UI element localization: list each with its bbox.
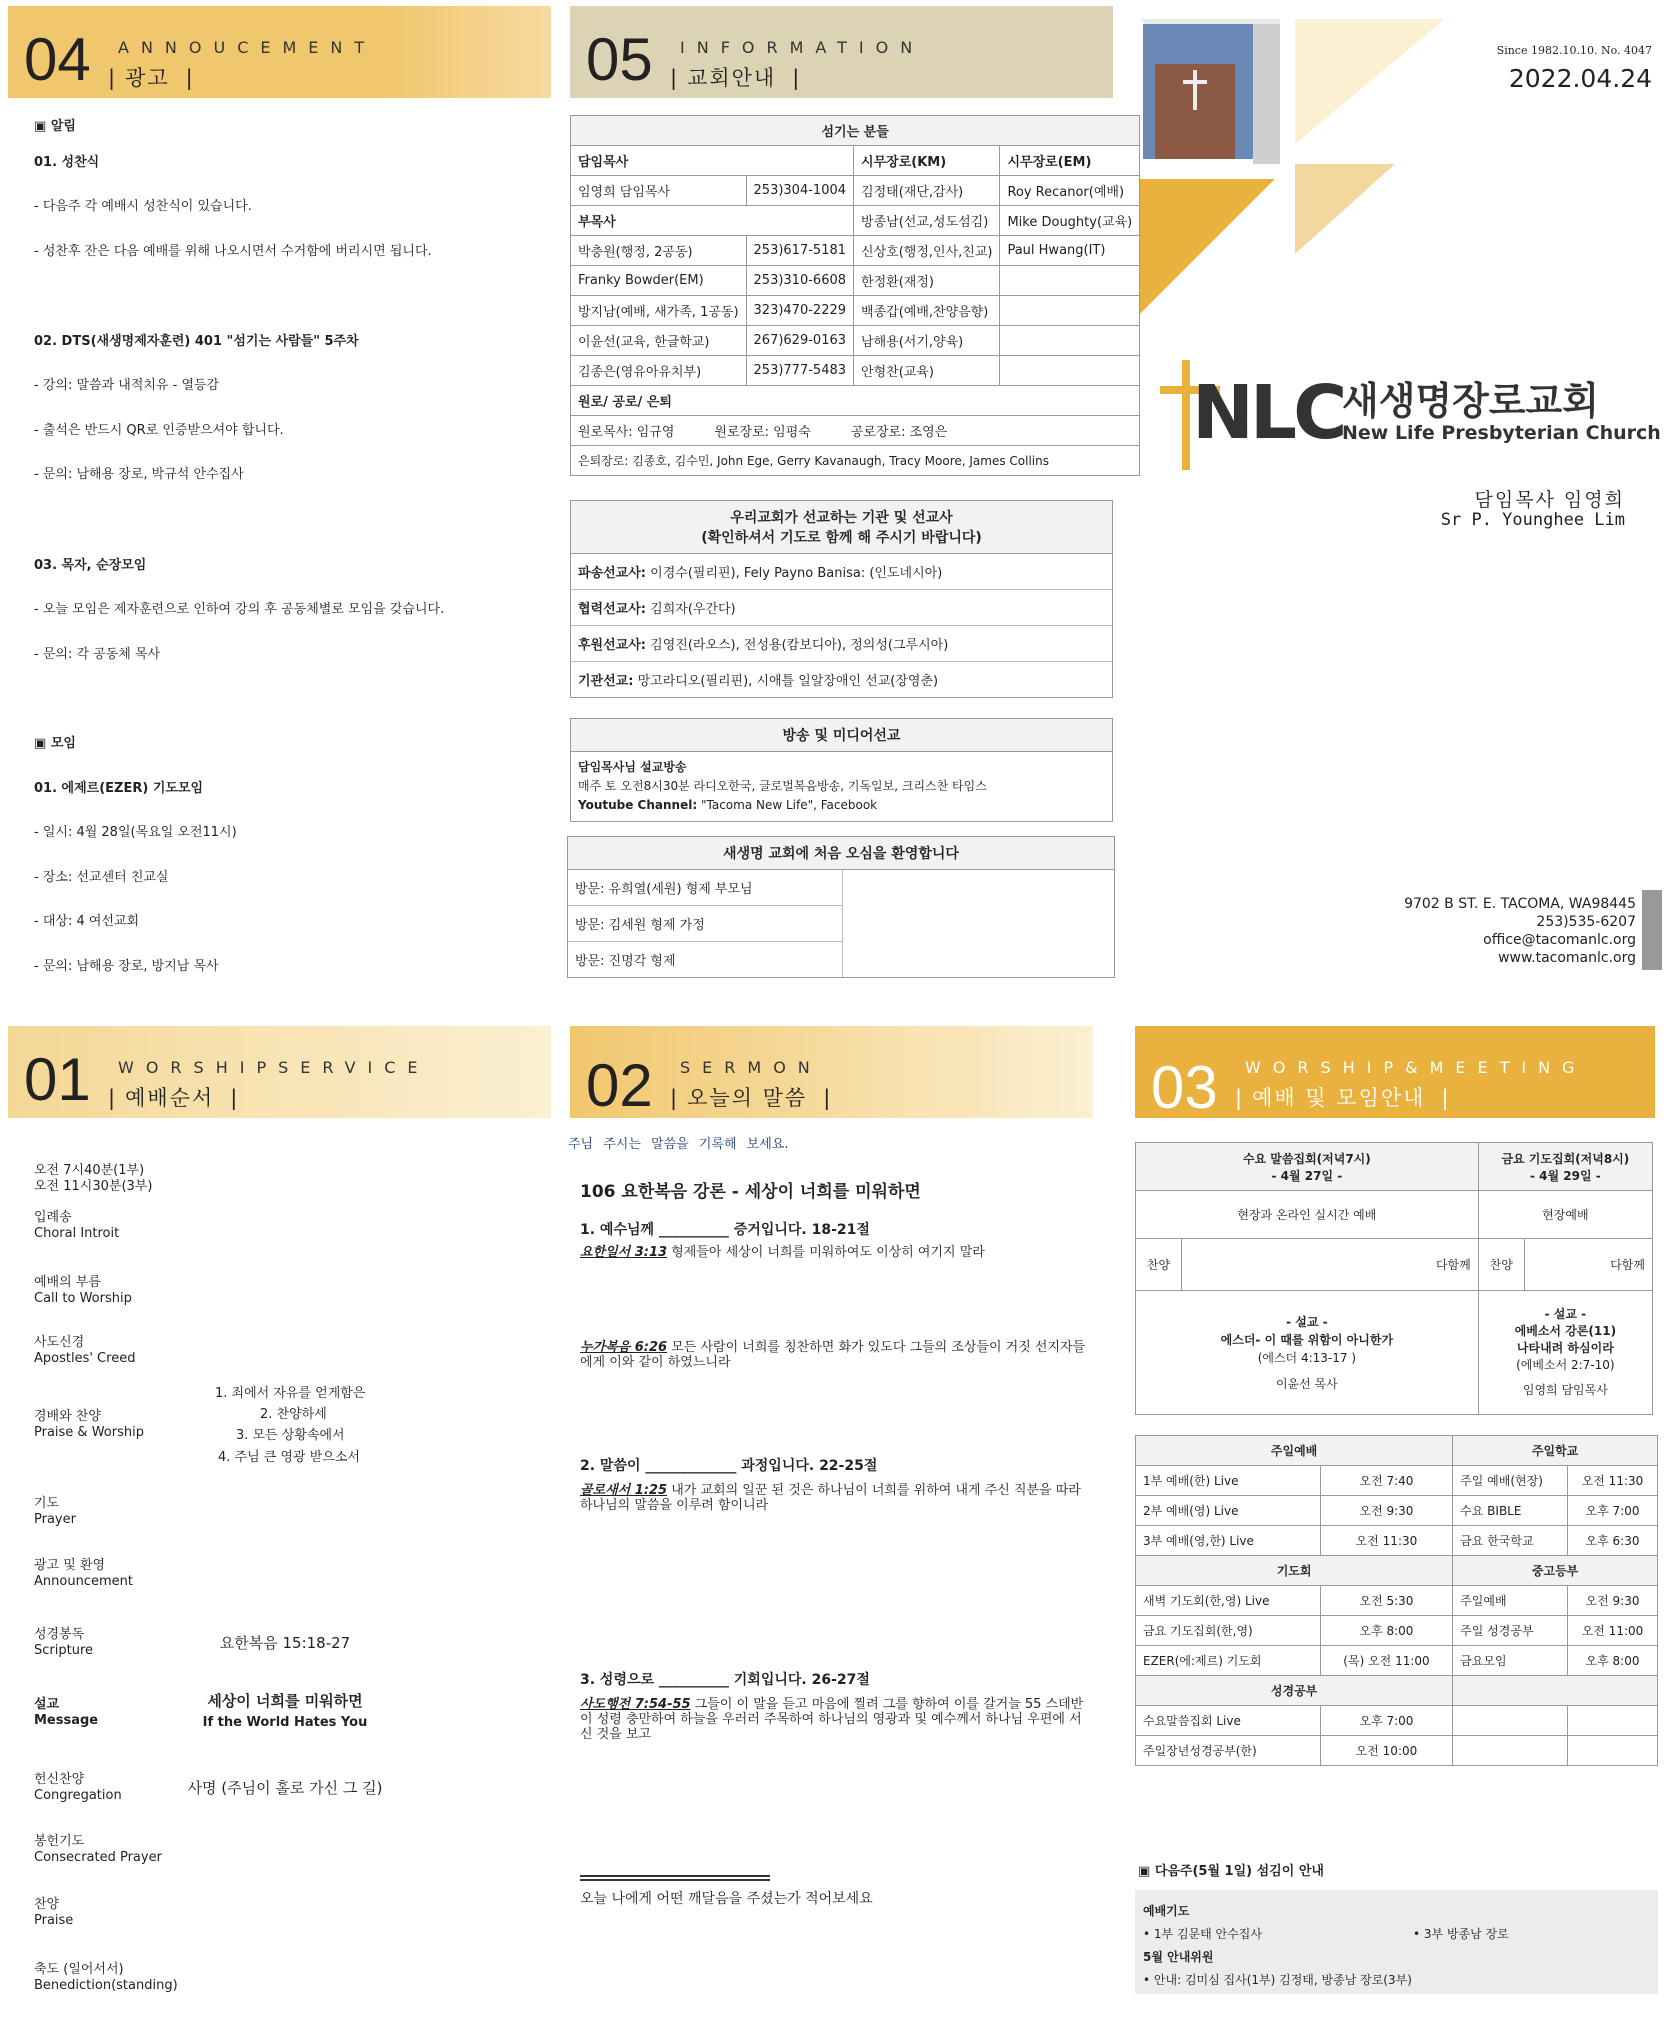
sermon-h: - 설교 - — [1286, 1314, 1328, 1329]
schedule-item: 주일예배 — [1453, 1586, 1568, 1616]
km-elder: 한정환(재정) — [854, 266, 1000, 296]
order-item-kor: 헌신찬양 — [34, 1772, 85, 1787]
mission-box — [570, 500, 1113, 698]
mission-label: 협력선교사: — [578, 602, 646, 617]
verse-ref: 사도행전 7:54-55 — [580, 1697, 691, 1712]
media-line: 매주 토 오전8시30분 라디오한국, 글로벌복음방송, 기독일보, 크리스찬 타임스 — [578, 779, 987, 793]
notice-line: - 오늘 모임은 제자훈련으로 인하여 강의 후 공동체별로 모임을 갖습니다. — [34, 602, 445, 617]
church-name-eng: New Life Presbyterian Church — [1342, 422, 1661, 444]
em-elder: Roy Recanor(예배) — [1000, 176, 1140, 206]
assoc-pastor: Franky Bowder(EM) — [571, 266, 747, 296]
notice-title-3: 03. 목자, 순장모임 — [34, 558, 147, 573]
schedule-header: 주일예배 — [1136, 1436, 1453, 1466]
wed-header — [1136, 1143, 1479, 1191]
sermon-title: 에베소서 강론(11) — [1514, 1324, 1617, 1338]
sermon-point: 3. 성령으로 __________ 기회입니다. 26-27절 — [580, 1672, 870, 1688]
section-number: 03 — [1151, 1054, 1218, 1121]
schedule-header: 주일학교 — [1453, 1436, 1658, 1466]
order-detail-eng: If the World Hates You — [202, 1715, 368, 1730]
meeting-banner — [1135, 1026, 1655, 1121]
mission-label: 기관선교: — [578, 674, 634, 689]
welcome-title: 새생명 교회에 처음 오심을 환영합니다 — [568, 837, 1114, 870]
assoc-tel: 323)470-2229 — [746, 296, 853, 326]
sermon-title: 나타내려 하심이라 — [1516, 1341, 1614, 1355]
km-elder: 김정태(재단,감사) — [854, 176, 1000, 206]
section-eng-title: SERMON — [680, 1058, 822, 1077]
order-item-kor: 기도 — [34, 1496, 60, 1511]
wed-date: - 4월 27일 - — [1271, 1168, 1343, 1183]
schedule-time: 오후 7:00 — [1320, 1706, 1452, 1736]
sermon-ref: (에베소서 2:7-10) — [1516, 1358, 1615, 1372]
schedule-header — [1453, 1676, 1658, 1706]
notice-header: ▣ 알림 — [34, 119, 76, 134]
section-eng-title: INFORMATION — [680, 38, 925, 57]
assoc-pastor: 박충원(행정, 2공동) — [571, 236, 747, 266]
mission-title-line: 우리교회가 선교하는 기관 및 선교사 — [730, 510, 953, 526]
km-elder: 신상호(행정,인사,친교) — [854, 236, 1000, 266]
verse — [580, 1245, 1090, 1260]
visitor: 방문: 김세원 형제 가정 — [568, 906, 843, 942]
media-content — [571, 752, 1112, 821]
mission-row — [571, 590, 1112, 626]
order-item-kor: 경배와 찬양 — [34, 1409, 101, 1424]
song: 2. 찬양하세 — [260, 1407, 327, 1422]
bulletin-date: 2022.04.24 — [1508, 64, 1652, 93]
pastor-eng: Sr P. Younghee Lim — [1440, 510, 1625, 530]
servers-title: 섬기는 분들 — [571, 116, 1140, 146]
notice-line: - 문의: 각 공동체 목사 — [34, 647, 161, 662]
order-item-eng: Congregation — [34, 1788, 122, 1803]
sermon-point: 2. 말씀이 _____________ 과정입니다. 22-25절 — [580, 1458, 878, 1474]
sermon-pastor: 임영희 담임목사 — [1522, 1383, 1608, 1397]
church-logo — [1160, 360, 1661, 480]
meeting-line: - 문의: 남해용 장로, 방지남 목사 — [34, 959, 219, 974]
order-item-kor: 예배의 부름 — [34, 1275, 101, 1290]
schedule-item: 금요모임 — [1453, 1646, 1568, 1676]
meeting-line: - 대상: 4 여선교회 — [34, 914, 140, 929]
order-item-eng: Praise & Worship — [34, 1425, 144, 1440]
schedule-time: 오전 9:30 — [1320, 1496, 1452, 1526]
order-item-kor: 설교 — [34, 1697, 60, 1712]
song: 4. 주님 큰 영광 받으소서 — [218, 1450, 360, 1465]
prayer-person: 1부 김문태 안수집사 — [1153, 1927, 1262, 1941]
order-item-eng: Praise — [34, 1913, 74, 1928]
notice-line: - 강의: 말씀과 내적치유 - 열등감 — [34, 378, 220, 393]
elder-emeritus: 원로장로: 임평숙 — [714, 425, 811, 440]
order-item-kor: 성경봉독 — [34, 1627, 85, 1642]
church-name-kor: 새생명장로교회 — [1342, 379, 1599, 423]
cross-icon — [1182, 360, 1190, 470]
mission-label: 파송선교사: — [578, 566, 646, 581]
section-kor-title: | 오늘의 말씀 | — [670, 1082, 832, 1112]
fri-header — [1478, 1143, 1652, 1191]
mission-value: 김희자(우간다) — [650, 602, 736, 617]
wed-type: 현장과 온라인 실시간 예배 — [1136, 1191, 1479, 1239]
order-item-kor: 사도신경 — [34, 1335, 85, 1350]
meeting-header: ▣ 모임 — [34, 736, 76, 751]
elder-emeritus: 원로목사: 임규영 — [578, 425, 675, 440]
notice-title-1: 01. 성찬식 — [34, 155, 100, 170]
verse-text: 내가 교회의 일꾼 된 것은 하나님이 너희를 위하여 내게 주신 직분을 따라 하나님의 말씀을 이루려 함이니라 — [580, 1483, 1081, 1513]
fri-title: 금요 기도집회(저녁8시) — [1501, 1151, 1630, 1166]
order-item-eng: Choral Introit — [34, 1226, 120, 1241]
welcome-box — [567, 836, 1115, 978]
order-item-kor: 입례송 — [34, 1210, 72, 1225]
announcement-banner — [8, 6, 551, 98]
schedule-item: 금요 한국학교 — [1453, 1526, 1568, 1556]
elder-honorary: 공로장로: 조영은 — [850, 425, 948, 440]
section-eng-title: WORSHIP&MEETING — [1245, 1058, 1587, 1077]
address-block — [1404, 895, 1636, 967]
service-time: 오전 11시30분(3부) — [34, 1179, 153, 1194]
verse-text: 그들이 이 말을 듣고 마음에 찔려 그를 향하여 이를 갈거늘 55 스데반이 성령 충만하여 하늘을 우러러 주목하여 하나님의 영광과 및 예수께서 하나님 우편에 서신 것을 보고 — [580, 1697, 1084, 1742]
prayer-title: 예배기도 — [1143, 1904, 1190, 1918]
schedule-time: 오전 7:40 — [1320, 1466, 1452, 1496]
section-eng-title: ANNOUCEMENT — [118, 38, 377, 57]
mission-title — [571, 501, 1112, 554]
schedule-item: 수요 BIBLE — [1453, 1496, 1568, 1526]
elders-header: 원로/ 공로/ 은퇴 — [571, 386, 1140, 416]
schedule-time: (목) 오전 11:00 — [1320, 1646, 1452, 1676]
visitor: 방문: 유희열(세원) 형제 부모님 — [568, 870, 843, 906]
schedule-time: 오후 8:00 — [1320, 1616, 1452, 1646]
order-item-kor: 봉헌기도 — [34, 1834, 85, 1849]
order-item-eng: Apostles' Creed — [34, 1351, 136, 1366]
meeting-line: - 일시: 4월 28일(목요일 오전11시) — [34, 825, 237, 840]
fri-type: 현장예배 — [1478, 1191, 1652, 1239]
order-detail: 사명 (주님이 홀로 가신 그 길) — [187, 1779, 383, 1797]
section-number: 05 — [586, 26, 653, 93]
km-elder: 방종남(선교,성도섬김) — [854, 206, 1000, 236]
mission-label: 후원선교사: — [578, 638, 646, 653]
mission-value: 망고라디오(필리핀), 시애틀 일알장애인 선교(장영춘) — [637, 674, 939, 689]
order-item-eng: Call to Worship — [34, 1291, 132, 1306]
order-item-eng: Prayer — [34, 1512, 76, 1527]
schedule-time: 오전 5:30 — [1320, 1586, 1452, 1616]
usher-row: • 안내: 김미심 집사(1부) 김정태, 방종남 장로(3부) — [1143, 1973, 1412, 1987]
midweek-table — [1135, 1142, 1653, 1415]
servers-table — [570, 115, 1140, 476]
schedule-time: 오전 11:30 — [1567, 1466, 1657, 1496]
elders-row — [571, 416, 1140, 446]
mission-row — [571, 662, 1112, 697]
media-sub: 담임목사님 설교방송 — [578, 760, 687, 774]
assoc-pastor: 이윤선(교육, 한글학교) — [571, 326, 747, 356]
hymn-label: 찬양 — [1478, 1239, 1524, 1291]
schedule-item: 수요말씀집회 Live — [1136, 1706, 1321, 1736]
schedule-time: 오후 7:00 — [1567, 1496, 1657, 1526]
senior-header: 담임목사 — [571, 146, 854, 176]
verse — [580, 1340, 1090, 1370]
wed-sermon — [1136, 1291, 1479, 1415]
schedule-time: 오전 10:00 — [1320, 1736, 1452, 1766]
sermon-banner — [570, 1026, 1093, 1118]
em-elder: Mike Doughty(교육) — [1000, 206, 1140, 236]
order-item-eng: Message — [34, 1713, 99, 1728]
schedule-item: EZER(에:제르) 기도회 — [1136, 1646, 1321, 1676]
schedule-item: 3부 예배(영,한) Live — [1136, 1526, 1321, 1556]
verse-text: 형제들아 세상이 너희를 미워하여도 이상히 여기지 말라 — [667, 1245, 985, 1260]
assoc-pastor: 방지남(예배, 새가족, 1공동) — [571, 296, 747, 326]
media-box — [570, 718, 1113, 822]
schedule-time: 오후 6:30 — [1567, 1526, 1657, 1556]
notice-line: - 다음주 각 예배시 성찬식이 있습니다. — [34, 199, 252, 214]
media-youtube — [578, 796, 1105, 815]
schedule-time: 오전 9:30 — [1567, 1586, 1657, 1616]
section-kor-title: | 예배순서 | — [108, 1082, 239, 1112]
notice-line: - 출석은 반드시 QR로 인증받으셔야 합니다. — [34, 423, 284, 438]
order-detail: 세상이 너희를 미워하면 — [207, 1692, 363, 1710]
section-kor-title: | 교회안내 | — [670, 62, 801, 92]
sermon-intro: 주님 주시는 말씀을 기록해 보세요. — [568, 1137, 789, 1152]
verse — [580, 1697, 1090, 1742]
order-item-eng: Scripture — [34, 1643, 94, 1658]
verse-text: 모든 사람이 너희를 칭찬하면 화가 있도다 그들의 조상들이 거짓 선지자들에게 이와 같이 하였느니라 — [580, 1340, 1086, 1370]
schedule-item: 주일 예배(현장) — [1453, 1466, 1568, 1496]
assoc-tel: 253)310-6608 — [746, 266, 853, 296]
next-week-box — [1135, 1890, 1658, 1994]
notice-line: - 문의: 남해용 장로, 박규석 안수집사 — [34, 467, 244, 482]
notice-line: - 성찬후 잔은 다음 예배를 위해 나오시면서 수거함에 버리시면 됩니다. — [34, 244, 432, 259]
verse-ref: 골로새서 1:25 — [580, 1483, 668, 1498]
km-elder: 백종갑(예배,찬양음향) — [854, 296, 1000, 326]
verse-ref: 요한일서 3:13 — [580, 1245, 668, 1260]
order-item-kor: 찬양 — [34, 1897, 60, 1912]
song: 3. 모든 상황속에서 — [236, 1428, 345, 1443]
retired-elders: 은퇴장로: 김종호, 김수민, John Ege, Gerry Kavanaugh, Tracy Moore, James Collins — [571, 446, 1140, 476]
schedule-time: 오전 11:00 — [1567, 1616, 1657, 1646]
mission-value: 이경수(필리핀), Fely Payno Banisa: (인도네시아) — [650, 566, 943, 581]
verse-ref: 누가복음 6:26 — [580, 1340, 668, 1355]
meeting-line: - 장소: 선교센터 친교실 — [34, 870, 169, 885]
sermon-point: 1. 예수님께 __________ 증거입니다. 18-21절 — [580, 1222, 870, 1238]
together: 다함께 — [1182, 1239, 1479, 1291]
since-number: Since 1982.10.10. No. 4047 — [1496, 44, 1652, 57]
assoc-tel: 267)629-0163 — [746, 326, 853, 356]
sermon-h: - 설교 - — [1544, 1307, 1587, 1321]
pastor-kor: 담임목사 임영희 — [1474, 489, 1625, 511]
phone: 253)535-6207 — [1536, 914, 1636, 930]
mission-value: 김영진(라오스), 전성용(캄보디아), 정의성(그루시아) — [650, 638, 949, 653]
email: office@tacomanlc.org — [1483, 932, 1636, 948]
mission-title-line: (확인하셔서 기도로 함께 해 주시기 바랍니다) — [701, 530, 982, 546]
service-time: 오전 7시40분(1부) — [34, 1163, 145, 1178]
km-elder: 남해용(서기,양육) — [854, 326, 1000, 356]
schedule-item: 금요 기도집회(한,영) — [1136, 1616, 1321, 1646]
information-banner — [570, 6, 1113, 98]
website: www.tacomanlc.org — [1498, 950, 1636, 966]
section-kor-title: | 광고 | — [108, 62, 195, 92]
schedule-header: 성경공부 — [1136, 1676, 1453, 1706]
meeting-title: 01. 에제르(EZER) 기도모임 — [34, 781, 204, 796]
order-item-eng: Consecrated Prayer — [34, 1850, 162, 1865]
order-item-kor: 축도 (일어서서) — [34, 1962, 124, 1977]
order-item-eng: Announcement — [34, 1574, 133, 1589]
schedule-item: 2부 예배(영) Live — [1136, 1496, 1321, 1526]
assoc-pastor: 김종은(영유아유치부) — [571, 356, 747, 386]
next-week-title: ▣ 다음주(5월 1일) 섬김이 안내 — [1138, 1864, 1324, 1879]
fri-date: - 4월 29일 - — [1529, 1168, 1601, 1183]
km-elder: 안형찬(교육) — [854, 356, 1000, 386]
logo-text: NLC — [1192, 370, 1344, 456]
wed-title: 수요 말씀집회(저녁7시) — [1242, 1151, 1371, 1166]
order-item-eng: Benediction(standing) — [34, 1978, 178, 1993]
schedule-time: 오전 11:30 — [1320, 1526, 1452, 1556]
section-number: 01 — [24, 1046, 91, 1113]
schedule-item: 새벽 기도회(한,영) Live — [1136, 1586, 1321, 1616]
sermon-title: 에스더- 이 때를 위함이 아니한가 — [1220, 1332, 1394, 1347]
assoc-tel: 253)617-5181 — [746, 236, 853, 266]
order-item-kor: 광고 및 환영 — [34, 1558, 106, 1573]
assoc-header: 부목사 — [571, 206, 854, 236]
youtube-label: Youtube Channel: — [578, 798, 698, 812]
sermon-ref: (에스더 4:13-17 ) — [1257, 1350, 1357, 1365]
em-elder: Paul Hwang(IT) — [1000, 236, 1140, 266]
order-detail: 요한복음 15:18-27 — [219, 1634, 351, 1652]
senior-pastor: 임영희 담임목사 — [571, 176, 747, 206]
usher-title: 5월 안내위원 — [1143, 1950, 1214, 1964]
visitor: 방문: 진명각 형제 — [568, 942, 843, 977]
section-number: 04 — [24, 26, 91, 93]
cover-graphic — [1135, 14, 1455, 324]
together: 다함께 — [1524, 1239, 1652, 1291]
assoc-tel: 253)777-5483 — [746, 356, 853, 386]
section-kor-title: | 예배 및 모임안내 | — [1235, 1082, 1451, 1112]
prayer-person: 3부 방종남 장로 — [1423, 1927, 1509, 1941]
song: 1. 죄에서 자유를 얻게함은 — [215, 1386, 366, 1401]
section-eng-title: WORSHIPSERVICE — [118, 1058, 430, 1077]
prayer-row: • 1부 김문태 안수집사 • 3부 방종남 장로 — [1143, 1927, 1509, 1941]
hymn-label: 찬양 — [1136, 1239, 1182, 1291]
youtube-value: "Tacoma New Life", Facebook — [697, 798, 878, 812]
senior-tel: 253)304-1004 — [746, 176, 853, 206]
verse — [580, 1483, 1090, 1513]
schedule-table — [1135, 1435, 1658, 1766]
schedule-header: 기도회 — [1136, 1556, 1453, 1586]
sermon-pastor: 이윤선 목사 — [1275, 1376, 1338, 1391]
schedule-item: 1부 예배(한) Live — [1136, 1466, 1321, 1496]
schedule-header: 중고등부 — [1453, 1556, 1658, 1586]
schedule-time: 오후 8:00 — [1567, 1646, 1657, 1676]
worship-banner — [8, 1026, 551, 1118]
grey-bar — [1642, 890, 1662, 970]
reflection-question: 오늘 나에게 어떤 깨달음을 주셨는가 적어보세요 — [580, 1891, 873, 1907]
section-number: 02 — [586, 1052, 653, 1119]
schedule-item: 주일장년성경공부(한) — [1136, 1736, 1321, 1766]
notice-title-2: 02. DTS(새생명제자훈련) 401 "섬기는 사람들" 5주차 — [34, 334, 359, 349]
em-header: 시무장로(EM) — [1000, 146, 1140, 176]
divider — [580, 1875, 770, 1881]
schedule-item: 주일 성경공부 — [1453, 1616, 1568, 1646]
mission-row — [571, 554, 1112, 590]
address-line: 9702 B ST. E. TACOMA, WA98445 — [1404, 896, 1636, 912]
media-title: 방송 및 미디어선교 — [571, 719, 1112, 752]
km-header: 시무장로(KM) — [854, 146, 1000, 176]
usher-list: 안내: 김미심 집사(1부) 김정태, 방종남 장로(3부) — [1153, 1973, 1412, 1987]
sermon-title: 106 요한복음 강론 - 세상이 너희를 미워하면 — [580, 1182, 921, 1202]
mission-row — [571, 626, 1112, 662]
fri-sermon — [1478, 1291, 1652, 1415]
